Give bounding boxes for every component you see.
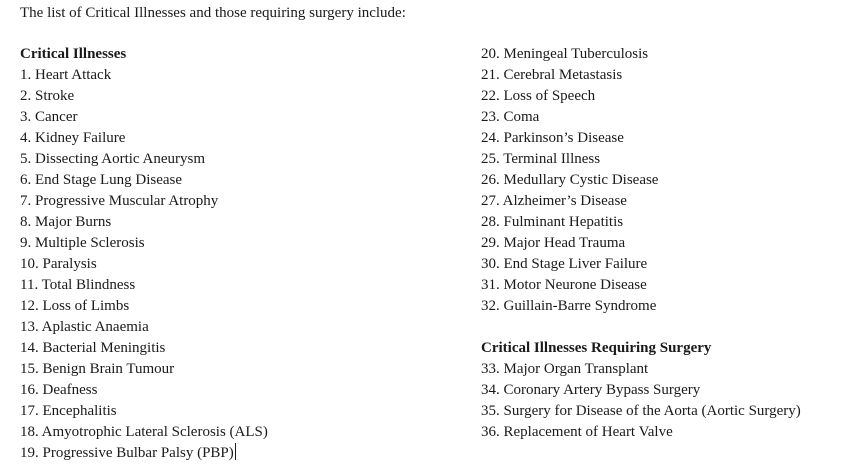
left-column xyxy=(20,44,268,464)
illness-item: 30. End Stage Liver Failure xyxy=(481,256,648,272)
text-cursor xyxy=(235,443,236,460)
surgery-item: 33. Major Organ Transplant xyxy=(481,361,649,377)
intro-text: The list of Critical Illnesses and those requiring surgery include: xyxy=(20,5,406,21)
illness-item-with-caret[interactable] xyxy=(20,443,268,464)
illness-item: 6. End Stage Lung Disease xyxy=(20,172,183,188)
illness-item: 23. Coma xyxy=(481,109,540,125)
illness-item: 15. Benign Brain Tumour xyxy=(20,361,175,377)
section-spacer xyxy=(481,317,801,338)
illness-item: 16. Deafness xyxy=(20,382,98,398)
surgery-item: 36. Replacement of Heart Valve xyxy=(481,424,673,440)
illness-item: 2. Stroke xyxy=(20,88,75,104)
illness-item: 22. Loss of Speech xyxy=(481,88,596,104)
surgery-item: 35. Surgery for Disease of the Aorta (Aortic Surgery) xyxy=(481,403,801,419)
illness-item: 3. Cancer xyxy=(20,109,78,125)
illness-item: 32. Guillain-Barre Syndrome xyxy=(481,298,657,314)
illness-item-text: 19. Progressive Bulbar Palsy (PBP) xyxy=(20,445,234,461)
illness-item: 12. Loss of Limbs xyxy=(20,298,130,314)
illness-item: 31. Motor Neurone Disease xyxy=(481,277,647,293)
illness-item: 7. Progressive Muscular Atrophy xyxy=(20,193,219,209)
illness-item: 21. Cerebral Metastasis xyxy=(481,67,623,83)
illness-item: 18. Amyotrophic Lateral Sclerosis (ALS) xyxy=(20,424,268,440)
surgery-heading: Critical Illnesses Requiring Surgery xyxy=(481,340,712,356)
illness-item: 27. Alzheimer’s Disease xyxy=(481,193,627,209)
surgery-item: 34. Coronary Artery Bypass Surgery xyxy=(481,382,701,398)
illness-item: 1. Heart Attack xyxy=(20,67,112,83)
illness-item: 20. Meningeal Tuberculosis xyxy=(481,46,649,62)
illness-item: 4. Kidney Failure xyxy=(20,130,126,146)
illness-item: 9. Multiple Sclerosis xyxy=(20,235,145,251)
illness-item: 24. Parkinson’s Disease xyxy=(481,130,624,146)
illness-item: 25. Terminal Illness xyxy=(481,151,601,167)
illness-item: 5. Dissecting Aortic Aneurysm xyxy=(20,151,205,167)
illness-item: 8. Major Burns xyxy=(20,214,112,230)
illness-item: 13. Aplastic Anaemia xyxy=(20,319,149,335)
illness-item: 26. Medullary Cystic Disease xyxy=(481,172,659,188)
illness-item: 14. Bacterial Meningitis xyxy=(20,340,166,356)
illness-item: 10. Paralysis xyxy=(20,256,97,272)
illness-item: 11. Total Blindness xyxy=(20,277,136,293)
right-column xyxy=(481,44,801,443)
illness-item: 17. Encephalitis xyxy=(20,403,117,419)
illness-item: 28. Fulminant Hepatitis xyxy=(481,214,624,230)
critical-illnesses-heading: Critical Illnesses xyxy=(20,46,127,62)
illness-item: 29. Major Head Trauma xyxy=(481,235,626,251)
